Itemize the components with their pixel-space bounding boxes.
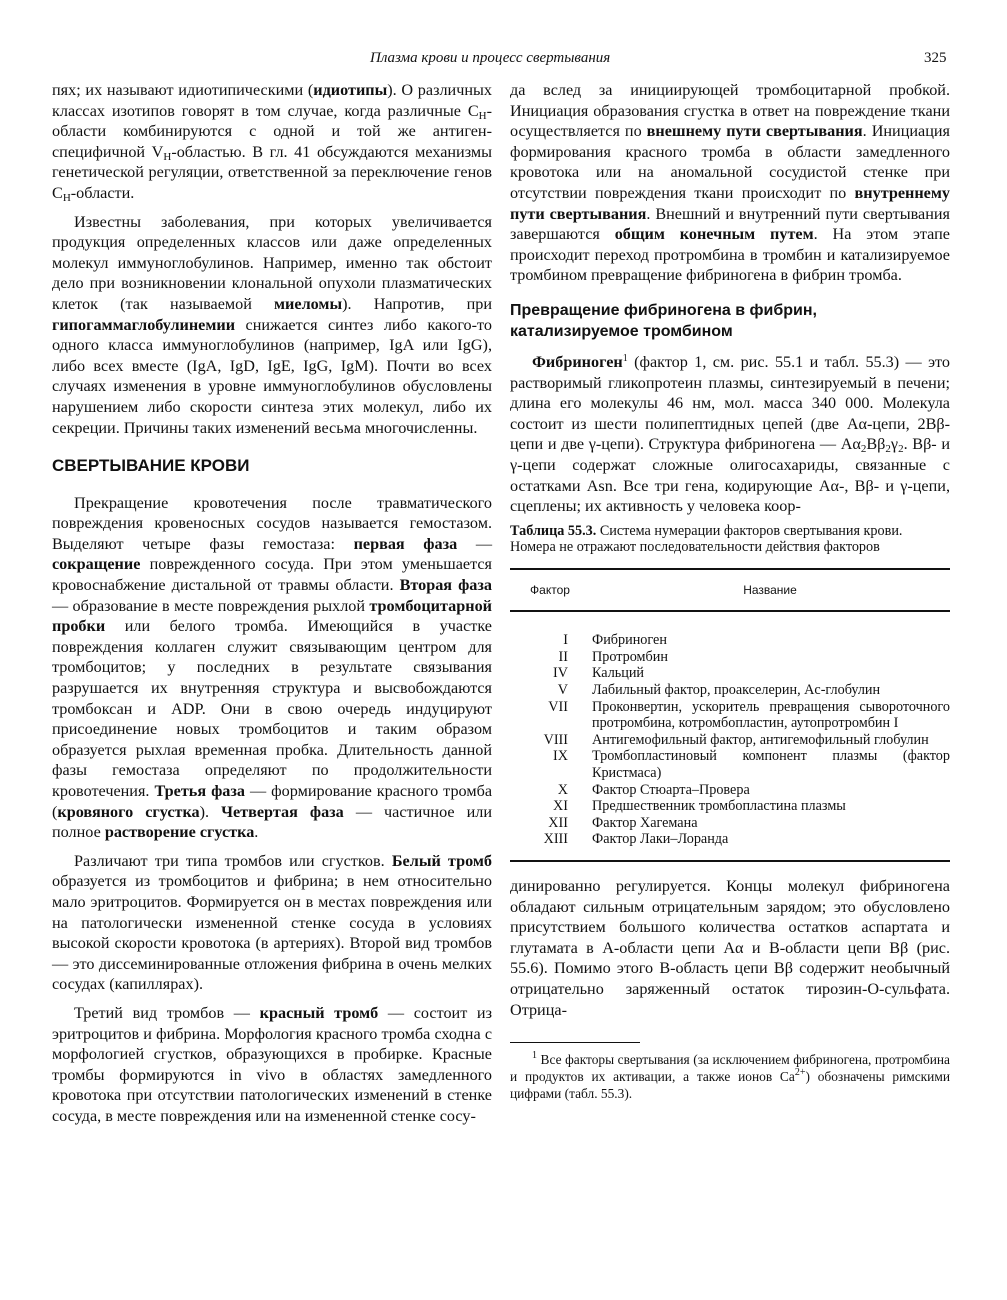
paragraph: да вслед за инициирующей тромбоцитарной пробкой. Инициация образования сгустка в ответ на повреждение ткани осуществляется по внешнему пути свертывания. Инициация формирования красного тромба в области замедленного кровотока или на аномальной сосудистой стенке при отсутствии повреждения ткани происходит по внутреннему пути свертывания. Внешний и внутренний пути свертывания завершаются общим конечным путем. На этом этапе происходит переход протромбина в тромбин и катализируемое тромбином превращение фибриногена в фибрин тромба. <box>510 81 950 285</box>
right-column <box>510 80 950 1102</box>
factor-table <box>510 568 950 862</box>
factor-number: VIII <box>543 731 568 748</box>
factor-number: X <box>557 781 568 798</box>
table-row <box>510 732 950 749</box>
factor-name: Протромбин <box>592 648 668 665</box>
factor-number: VII <box>548 698 568 715</box>
table-body <box>510 632 950 848</box>
table-row <box>510 798 950 815</box>
factor-number: I <box>563 632 568 649</box>
table-caption: Таблица 55.3. Система нумерации факторов свертывания крови. Номера не отражают последовательности действия факторов <box>510 522 903 556</box>
table-rule <box>510 610 950 612</box>
table-row <box>510 831 950 848</box>
running-head <box>0 50 1007 70</box>
column-header-name: Название <box>743 582 797 597</box>
subsection-heading: Превращение фибриногена в фибрин, катализируемое тромбином <box>510 301 817 340</box>
column-header-factor: Фактор <box>530 582 570 597</box>
table-row <box>510 815 950 832</box>
footnote-rule <box>510 1042 640 1043</box>
table-row <box>510 682 950 699</box>
paragraph: Третий вид тромбов — красный тромб — состоит из эритроцитов и фибрина. Морфология красного тромба сходна с морфологией сгустков, образующихся в пробирке. Красные тромбы формируются in vivo в областях замедленного кровотока при отсутствии патологических изменений в стенке сосуда, в месте повреждения или на измененной стенке сосу- <box>52 1003 492 1125</box>
factor-number: IX <box>553 748 568 765</box>
factor-name: Тромбопластиновый компонент плазмы (фактор Кристмаса) <box>592 748 950 782</box>
factor-number: XI <box>553 798 568 815</box>
factor-name: Фактор Хагемана <box>592 814 698 831</box>
table-row <box>510 748 950 781</box>
table-row <box>510 782 950 799</box>
factor-name: Фибриноген <box>592 632 667 649</box>
paragraph: Известны заболевания, при которых увеличивается продукция определенных классов или даже определенных молекул иммуноглобулинов. Например, именно так обстоит дело при возникновении клональной опухоли плазматических клеток (так называемой миеломы). Напротив, при гипогаммаглобулинемии снижается синтез либо какого-то одного класса иммуноглобулинов (например, IgA или IgG), либо всех вместе (IgA, IgD, IgE, IgG, IgM). Почти во всех случаях изменения в уровне иммуноглобулинов обусловлены нарушением либо скорости синтеза этих молекул, либо их секреции. Причины таких изменений весьма многочисленны. <box>52 212 492 437</box>
factor-name: Лабильный фактор, проакселерин, Ac-глобулин <box>592 682 881 699</box>
paragraph: Прекращение кровотечения после травматического повреждения кровеносных сосудов называется гемостазом. Выделяют четыре фазы гемостаза: первая фаза — сокращение поврежденного сосуда. При этом уменьшается кровоснабжение дистальной от травмы области. Вторая фаза — образование в месте повреждения рыхлой тромбоцитарной пробки или белого тромба. Имеющийся в участке повреждения коллаген служит связывающим центром для тромбоцитов; у последних в результате связывания разрушается их внутренняя структура и высвобождаются тромбоксан и ADP. Они в свою очередь индуцируют присоединение новых тромбоцитов и таким образом образуется рыхлая временная пробка. Длительность данной фазы гемостаза определяют по продолжительности кровотечения. Третья фаза — формирование красного тромба (кровяного сгустка). Четвертая фаза — частичное или полное растворение сгустка. <box>52 493 492 842</box>
paragraph: динированно регулируется. Концы молекул фибриногена обладают сильным отрицательным зарядом; это обусловлено присутствием большого количества остатков аспартата и глутамата в A-области цепи Aα и B-области цепи Bβ (рис. 55.6). Помимо этого B-область цепи Bβ содержит необычный отрицательно заряженный остаток тирозин-O-сульфата. Отрица- <box>510 877 950 1019</box>
factor-name: Фактор Стюарта–Провера <box>592 781 750 798</box>
factor-number: V <box>557 682 568 699</box>
table-row <box>510 699 950 732</box>
paragraph: Фибриноген$^1$ (фактор 1, см. рис. 55.1 и табл. 55.3) — это растворимый гликопротеин плазмы, синтезируемый в печени; длина его молекулы 46 нм, мол. масса 340 000. Молекула состоит из шести полипептидных цепей (две Aα-цепи, 2Bβ-цепи и две γ-цепи). Структура фибриногена — $A\alpha_2B\beta_2\gamma_2$. Bβ- и γ-цепи содержат сложные олигосахариды, связанные с остатками Asn. Все три гена, кодирующие Aα-, Bβ- и γ-цепи, сцеплены; их активность у человека коор- <box>510 352 950 516</box>
factor-name: Кальций <box>592 665 645 682</box>
factor-number: IV <box>553 665 568 682</box>
factor-name: Антигемофильный фактор, антигемофильный глобулин <box>592 731 929 748</box>
factor-number: XIII <box>543 831 568 848</box>
table-header <box>510 570 950 611</box>
table-rule <box>510 860 950 862</box>
left-column <box>52 80 492 1127</box>
paragraph: Различают три типа тромбов или сгустков. Белый тромб образуется из тромбоцитов и фибрина; в нем относительно мало эритроцитов. Формируется он в местах повреждения или на патологически измененной стенке сосуда в условиях высокой скорости кровотока (в артериях). Второй вид тромбов — это диссеминированные отложения фибрина в очень мелких сосудах (капиллярах). <box>52 851 492 994</box>
section-heading: СВЕРТЫВАНИЕ КРОВИ <box>52 456 250 476</box>
footnote: $^1$ Все факторы свертывания (за исключением фибриногена, протромбина и продуктов их активации, а также ионов $Ca^{2+}$) обозначены римскими цифрами (табл. 55.3). <box>510 1050 950 1102</box>
paragraph: пях; их называют идиотипическими (идиотипы). О различных классах изотипов говорят в том случае, когда различные $C_H$-области комбинируются с одной и той же антиген-специфичной $V_H$-областью. В гл. 41 обсуждаются механизмы генетической регуляции, ответственной за переключение генов $C_H$-области. <box>52 81 493 204</box>
table-row <box>510 632 950 649</box>
factor-name: Фактор Лаки–Лоранда <box>592 831 729 848</box>
table-row <box>510 665 950 682</box>
table-row <box>510 649 950 666</box>
factor-name: Предшественник тромбопластина плазмы <box>592 798 846 815</box>
running-title: Плазма крови и процесс свертывания <box>370 50 611 66</box>
factor-number: II <box>558 648 568 665</box>
page-number: 325 <box>924 50 947 66</box>
factor-name: Проконвертин, ускоритель превращения сывороточного протромбина, котромбопластин, аутопротромбин I <box>592 698 950 732</box>
factor-number: XII <box>548 814 568 831</box>
